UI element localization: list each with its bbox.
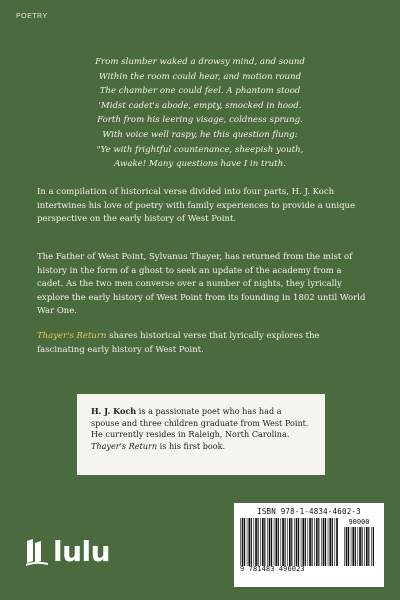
description-paragraph-1: In a compilation of historical verse divided into four parts, H. J. Koch intertwines his love of poetry with family experiences to provide a unique perspective on the early history of West Point. xyxy=(37,187,356,225)
description-paragraph-2: The Father of West Point, Sylvanus Thayer, has returned from the mist of history in the form of a ghost to seek an update of the academy from a cadet. As the two men converse over a number of nights, they lyrically explore the early history of West Point from its founding in 1802 until World War One. xyxy=(37,252,366,317)
description-paragraph-3 xyxy=(37,330,367,357)
poem-line: 'Midst cadet's abode, empty, smocked in hood. xyxy=(98,100,302,111)
poem-line: The chamber one could feel. A phantom stood xyxy=(99,86,301,97)
ean-digits: 9 781483 496023 xyxy=(240,565,305,573)
poem-line: With voice well raspy, he this question flung: xyxy=(102,129,298,140)
poem-excerpt xyxy=(0,55,400,172)
paragraph-3-text: shares historical verse that lyrically explores the fascinating early history of West Point. xyxy=(37,331,320,355)
lulu-book-icon xyxy=(24,537,50,567)
poem-line: "Ye with frightful countenance, sheepish youth, xyxy=(96,144,304,155)
addon-digits: 90000 xyxy=(348,518,370,526)
logo-text: lulu xyxy=(53,535,111,568)
bio-text: is a passionate poet who has had a spouse and three children graduate from West Point. He currently resides in Raleigh, North Carolina. xyxy=(91,406,309,440)
publisher-logo xyxy=(24,535,110,568)
isbn-barcode xyxy=(234,503,384,587)
poem-line: Awake! Many questions have I in truth. xyxy=(114,159,286,170)
bio-text-end: is his first book. xyxy=(157,440,226,451)
bio-book-title: Thayer's Return xyxy=(91,440,158,451)
poem-line: From slumber waked a drowsy mind, and sound xyxy=(95,57,305,67)
addon-bars xyxy=(344,527,374,566)
book-title: Thayer's Return xyxy=(37,331,107,341)
category-label: POETRY xyxy=(16,13,48,20)
isbn-text: ISBN 978-1-4834-4602-3 xyxy=(257,507,361,516)
author-name: H. J. Koch xyxy=(91,406,137,416)
author-bio-box xyxy=(77,394,325,475)
ean-bars xyxy=(240,518,338,566)
poem-line: Forth from his leering visage, coldness sprung. xyxy=(97,115,303,126)
poem-line: Within the room could hear, and motion round xyxy=(98,71,302,82)
